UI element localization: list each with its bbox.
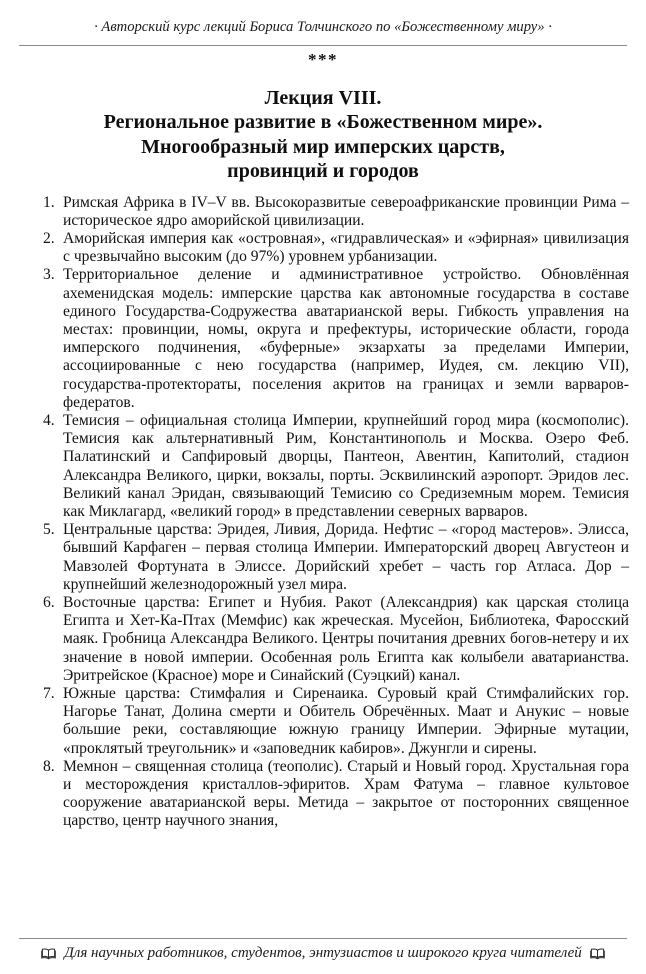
- list-item-text: Аморийская империя как «островная», «гидравлическая» и «эфирная» цивилизация с чрезвычайно высоким (до 97%) уровнем урбанизации.: [63, 229, 629, 266]
- list-item-text: Центральные царства: Эридея, Ливия, Дорида. Нефтис – «город мастеров». Элисса, бывший Карфаген – первая столица Империи. Императорский дворец Августеон и Мавзолей Фортуната в Элиссе. Дорийский хребет – часть гор Атласа. Дор – крупнейший железнодорожный узел мира.: [63, 521, 629, 593]
- list-item: [43, 411, 629, 521]
- list-item-text: Мемнон – священная столица (теополис). Старый и Новый город. Хрустальная гора и месторождения кристаллов-эфиритов. Храм Фатума – главное культовое сооружение аватарианской веры. Метида – закрытое от посторонних священное царство, центр научного знания,: [63, 757, 629, 830]
- list-item: [43, 593, 629, 685]
- list-item: [43, 521, 629, 594]
- footer-text: Для научных работников, студентов, энтузиастов и широкого круга читателей: [64, 945, 582, 961]
- lecture-outline-list: [0, 194, 646, 831]
- section-separator-stars: ***: [308, 49, 338, 69]
- list-item: [43, 193, 629, 230]
- list-item-text: Темисия – официальная столица Империи, крупнейший город мира (космополис). Темисия как альтернативный Рим, Константинополь и Москва. Озеро Феб. Палатинский и Сапфировый дворцы, Пантеон, Авентин, Капитолий, стадион Александра Великого, цирки, вокзалы, порты. Эсквилинский аэропорт. Эридов лес. Великий канал Эридан, связывающий Темисию со Средиземным морем. Темисия как Миклагард, «великий город» в представлении северных варваров.: [63, 411, 629, 520]
- list-item-number: 7.: [43, 684, 55, 702]
- title-line: Лекция VIII.: [264, 86, 382, 109]
- footer-audience-note: [0, 945, 646, 962]
- list-item-text: Восточные царства: Египет и Нубия. Ракот (Александрия) как царская столица Египта и Хет-Ка-Птах (Мемфис) как жреческая. Мусейон, Библиотека, Фаросский маяк. Гробница Александра Великого. Центры почитания древних богов-нетеру и их значение в новой империи. Особенная роль Египта как колыбели аватарианства. Эритрейское (Красное) море и Синайский (Суэцкий) канал.: [63, 593, 629, 684]
- list-item-number: 6.: [43, 593, 55, 611]
- list-item: [43, 684, 629, 758]
- header-divider: [19, 45, 627, 46]
- list-item-text: Территориальное деление и административное устройство. Обновлённая ахеменидская модель: имперские царства как автономные государства в составе единого Государства-Содружества аватарианской веры. Гибкость управления на местах: провинции, номы, округа и префектуры, исторические области, города имперского подчинения, «буферные» экзархаты за пределами Империи, ассоциированные с нею государства (например, Иудея, см. лекцию VII), государства-протектораты, поселения акритов на границах и земли варваров-федератов.: [63, 266, 629, 411]
- running-header: · Авторский курс лекций Бориса Толчинского по «Божественному миру» ·: [94, 19, 552, 35]
- list-item-number: 4.: [43, 411, 55, 429]
- title-line: Многообразный мир имперских царств,: [141, 135, 505, 158]
- footer-divider: [19, 938, 627, 939]
- open-book-icon: [590, 948, 605, 960]
- list-item: [43, 757, 629, 831]
- open-book-icon: [41, 948, 56, 960]
- list-item-number: 8.: [43, 757, 55, 775]
- list-item-text: Южные царства: Стимфалия и Сиренаика. Суровый край Стимфалийских гор. Нагорье Танат, Долина смерти и Обитель Обречённых. Маат и Анукис – новые большие реки, составляющие южную границу Империи. Эфирные мутации, «проклятый треугольник» и «заповедник кабиров». Джунгли и сирены.: [63, 684, 629, 757]
- list-item: [43, 229, 629, 266]
- title-line: Региональное развитие в «Божественном мире».: [103, 111, 543, 133]
- list-item-number: 5.: [43, 521, 55, 539]
- page-footer: [0, 930, 646, 962]
- title-line: провинций и городов: [227, 160, 419, 182]
- lecture-title: [28, 86, 618, 184]
- list-item-number: 3.: [43, 266, 55, 284]
- list-item-text: Римская Африка в IV–V вв. Высокоразвитые североафриканские провинции Рима – историческое ядро аморийской цивилизации.: [63, 193, 629, 229]
- list-item-number: 2.: [43, 229, 55, 247]
- list-item: [43, 266, 629, 412]
- list-item-number: 1.: [43, 193, 55, 211]
